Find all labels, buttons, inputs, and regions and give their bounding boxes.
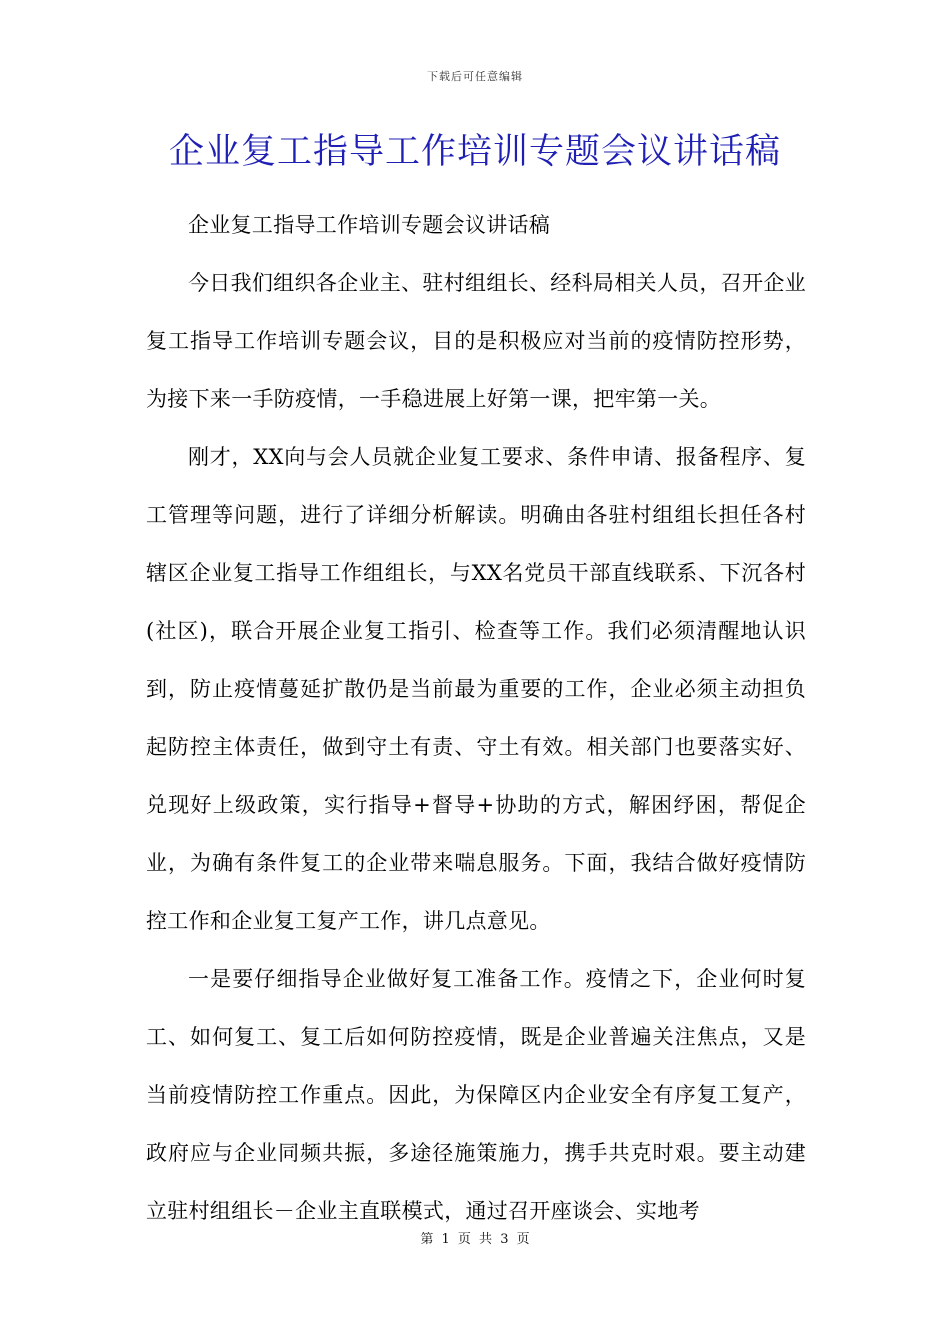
paragraph-point-one: 一是要仔细指导企业做好复工准备工作。疫情之下，企业何时复工、如何复工、复工后如何防控疫情，既是企业普遍关注焦点，又是当前疫情防控工作重点。因此，为保障区内企业安全有序复工复产，政府应与企业同频共振，多途径施策施力，携手共克时艰。要主动建立驻村组组长－企业主直联模式，通过召开座谈会、实地考 xyxy=(146,967,806,1223)
document-body xyxy=(146,196,806,1240)
paragraph-briefing: 刚才，XX向与会人员就企业复工要求、条件申请、报备程序、复工管理等问题，进行了详细分析解读。明确由各驻村组组长担任各村辖区企业复工指导工作组组长，与XX名党员干部直线联系、下沉各村(社区)，联合开展企业复工指引、检查等工作。我们必须清醒地认识到，防止疫情蔓延扩散仍是当前最为重要的工作，企业必须主动担负起防控主体责任，做到守土有责、守土有效。相关部门也要落实好、兑现好上级政策，实行指导+督导+协助的方式，解困纾困，帮促企业，为确有条件复工的企业带来喘息服务。下面，我结合做好疫情防控工作和企业复工复产工作，讲几点意见。 xyxy=(146,445,806,933)
document-title: 企业复工指导工作培训专题会议讲话稿 xyxy=(168,132,781,172)
page-number: 第 1 页 共 3 页 xyxy=(420,1232,530,1247)
paragraph-intro: 今日我们组织各企业主、驻村组组长、经科局相关人员，召开企业复工指导工作培训专题会议，目的是积极应对当前的疫情防控形势，为接下来一手防疫情，一手稳进展上好第一课，把牢第一关。 xyxy=(146,271,806,411)
paragraph-subtitle: 企业复工指导工作培训专题会议讲话稿 xyxy=(188,213,551,237)
header-note: 下载后可任意编辑 xyxy=(427,70,523,83)
